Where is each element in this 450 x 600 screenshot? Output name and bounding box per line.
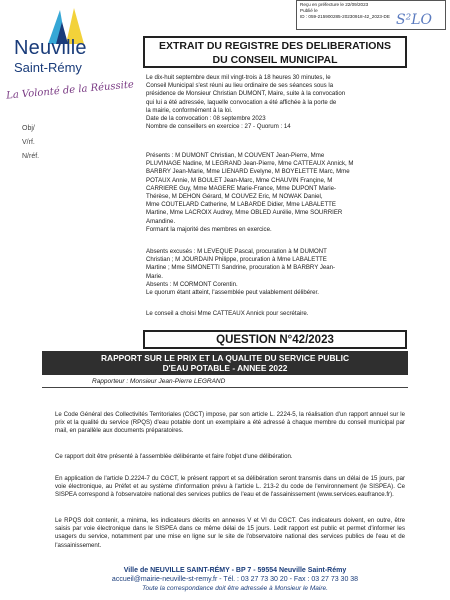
text-line: la mairie, conformément à la loi. <box>146 106 233 114</box>
text-line: Absents excusés : M LEVEQUE Pascal, procuration à M DUMONT <box>146 248 327 255</box>
body-paragraph: Ce rapport doit être présenté à l'assemblée délibérante et faire l'objet d'une délibération. <box>55 453 293 460</box>
question-number: QUESTION N°42/2023 <box>143 330 407 349</box>
text-line: BARBRY Jean-Marie, Mme LIENARD Evelyne, M BOYELETTE Marc, Mme <box>146 168 350 176</box>
text-line: POTAUX Annie, M BOULET Jean-Marc, Mme CHAUVIN Françine, M <box>146 176 333 184</box>
title-line1: EXTRAIT DU REGISTRE DES DELIBERATIONS <box>159 40 391 52</box>
text-line: Mme COUTELARD Catherine, M LABARDE Didier, Mme LABALETTE <box>146 201 336 209</box>
text-line: Martine ; Mme SIMONETTI Sandrine, procuration à M BARBRY Jean- <box>146 264 336 272</box>
text-line: Présents : M DUMONT Christian, M COUVENT Jean-Pierre, Mme <box>146 152 325 159</box>
text-line: Absents : M CORMONT Corentin. <box>146 280 238 288</box>
text-line: Formant la majorité des membres en exercice. <box>146 225 272 233</box>
text-line: CARRIERE Guy, Mme MAGERE Marie-France, Mme DUPONT Marie- <box>146 184 337 192</box>
footer-address: Ville de NEUVILLE SAINT-RÉMY - BP 7 - 59554 Neuville Saint-Rémy <box>123 567 347 574</box>
banner-line2: D'EAU POTABLE - ANNEE 2022 <box>162 363 288 373</box>
text-line: qui lui a été adressée, laquelle convocation a été affichée à la porte de <box>146 98 337 106</box>
text-line: Nombre de conseillers en exercice : 27 - Quorum : 14 <box>146 123 291 131</box>
text-line: Le dix-huit septembre deux mil vingt-trois à 18 heures 30 minutes, le <box>146 74 331 81</box>
footer-note: Toute la correspondance doit être adressée à Monsieur le Maire. <box>142 585 328 592</box>
text-line: Le quorum étant atteint, l'assemblée peut valablement délibérer. <box>146 289 319 297</box>
stamp-line1: Reçu en préfecture le 22/09/2023 <box>300 2 369 7</box>
text-line: présidence de Monsieur Christian DUMONT, Maire, suite à la convocation <box>146 90 346 98</box>
slo-mark: S²LO <box>396 12 432 28</box>
present-members <box>146 152 406 234</box>
text-line: Date de la convocation : 08 septembre 2023 <box>146 115 266 123</box>
text-line: Amandine. <box>146 217 176 225</box>
text-line: Conseil Municipal s'est réuni au lieu ordinaire de ses séances sous la <box>146 82 334 90</box>
logo-slogan: La Volonté de la Réussite <box>5 79 135 102</box>
absent-members <box>146 248 406 297</box>
logo-town-line2: Saint-Rémy <box>14 60 82 75</box>
text-line: Christian ; M JOURDAIN Philippe, procuration à Mme LABALETTE <box>146 256 327 264</box>
banner-line1: RAPPORT SUR LE PRIX ET LA QUALITE DU SERVICE PUBLIC <box>100 353 349 363</box>
stamp-line2: Publié le <box>300 8 318 13</box>
footer-phone: Tél. : 03 27 73 30 20 - Fax : 03 27 73 30 38 <box>223 576 359 583</box>
report-banner <box>42 351 408 375</box>
secretary-line: Le conseil a choisi Mme CATTEAUX Annick pour secrétaire. <box>146 310 309 317</box>
footer-email[interactable]: accueil@mairie-neuville-st-remy.fr <box>111 576 218 583</box>
body-paragraph: Le RPQS doit contenir, a minima, les indicateurs décrits en annexes V et VI du CGCT. Ces indicateurs doivent, en outre, être saisis par voie électronique dans le SISPEA dans ce même délai de 15 jours. Ledit rapport est public et permet d'informer les usagers du service, notamment par une mise en ligne sur le site de l'observatoire national des services publics de l'eau et de l'assainissement. <box>55 517 405 549</box>
ref-label: Obj/ <box>22 125 35 132</box>
stamp-line3: ID : 059-215900285-20230918-42_2023-DE <box>300 14 390 19</box>
text-line: Marie. <box>146 272 163 280</box>
text-line: Thérèse, M DEHON Gérard, M COUVEZ Eric, M NOWAK Daniel, <box>146 193 323 201</box>
ref-label: N/réf. <box>22 153 40 160</box>
body-paragraph: En application de l'article D.2224-7 du CGCT, le présent rapport et sa délibération seront transmis dans un délai de 15 jours, par voie électronique, au Préfet et au système d'information prévu à l'article L. 213-2 du code de l'environnement (le SISPEA). Ce SISPEA correspond à l'observatoire national des services publics de l'eau et de l'assainissement (www.services.eaufrance.fr). <box>55 475 405 499</box>
rapporteur: Rapporteur : Monsieur Jean-Pierre LEGRAND <box>42 378 408 388</box>
title-line2: DU CONSEIL MUNICIPAL <box>212 54 338 66</box>
reference-labels <box>22 122 39 164</box>
text-line: PLUVINAGE Nadine, M LEGRAND Jean-Pierre, Mme CATTEAUX Annick, M <box>146 160 354 168</box>
ref-label: V/rf. <box>22 139 35 146</box>
document-title <box>143 36 407 68</box>
logo-town-line1: Neuville <box>14 37 87 59</box>
text-line: Martine, Mme LACROIX Audrey, Mme OBLED Aurélie, Mme SOURRIER <box>146 209 343 217</box>
intro-paragraph <box>146 74 412 131</box>
page-footer: Ville de NEUVILLE SAINT-RÉMY - BP 7 - 59554 Neuville Saint-Rémy accueil@mairie-neuville-st-remy.fr - Tél. : 03 27 73 30 20 - Fax : 03 27 73 30 38 Toute la correspondance doit être adressée à Monsieur le Maire. <box>70 566 400 593</box>
body-paragraph: Le Code Général des Collectivités Territoriales (CGCT) impose, par son article L. 2224-5, la réalisation d'un rapport annuel sur le prix et la qualité du service (RPQS) d'eau potable dont un exemplaire a été adressé à chaque membre du conseil municipal par mail, en parallèle aux documents préparatoires. <box>55 411 405 435</box>
